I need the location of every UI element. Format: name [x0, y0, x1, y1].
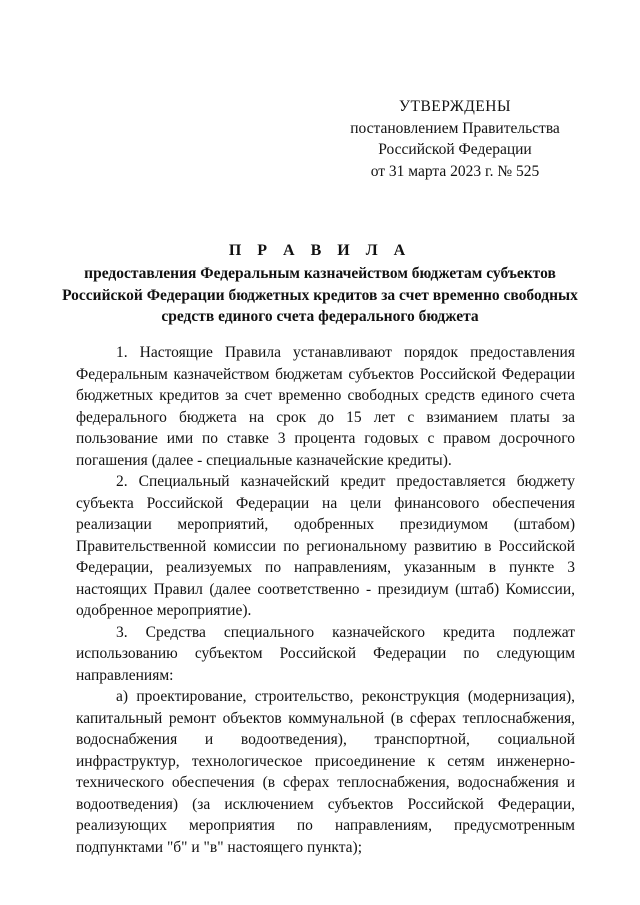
paragraph-3: 3. Средства специального казначейского кредита подлежат использованию субъектом Российской Федерации по следующим направлениям:	[76, 623, 575, 684]
approval-title: УТВЕРЖДЕНЫ	[399, 98, 511, 115]
document-body	[76, 342, 575, 858]
approval-line: постановлением Правительства	[350, 119, 560, 137]
approval-line: Российской Федерации	[378, 141, 532, 158]
approval-stamp	[330, 96, 580, 182]
document-subtitle: предоставления Федеральным казначейством бюджетам субъектов Российской Федерации бюджетных кредитов за счет временно свободных средств единого счета федерального бюджета	[62, 265, 578, 325]
paragraph-2: 2. Специальный казначейский кредит предоставляется бюджету субъекта Российской Федерации на цели финансового обеспечения реализации мероприятий, одобренных президиумом (штабом) Правительственной комиссии по региональному развитию в Российской Федерации, реализуемых по направлениям, указанным в пункте 3 настоящих Правил (далее соответственно - президиум (штаб) Комиссии, одобренное мероприятие).	[76, 473, 575, 619]
paragraph-1: 1. Настоящие Правила устанавливают порядок предоставления Федеральным казначейством бюджетам субъектов Российской Федерации бюджетных кредитов за счет временно свободных средств единого счета федерального бюджета на срок до 15 лет с взиманием платы за пользование ими по ставке 3 процента годовых с правом досрочного погашения (далее - специальные казначейские кредиты).	[76, 344, 575, 469]
approval-date-number: от 31 марта 2023 г. № 525	[370, 162, 540, 180]
paragraph-3a: а) проектирование, строительство, реконструкция (модернизация), капитальный ремонт объектов коммунальной (в сферах теплоснабжения, водоснабжения и водоотведения), транспортной, социальной инфраструктур, технологическое присоединение к сетям инженерно-технического обеспечения (в сферах теплоснабжения, водоснабжения и водоотведения) (за исключением субъектов Российской Федерации, реализующих мероприятия по направлениям, предусмотренным подпунктами "б" и "в" настоящего пункта);	[76, 688, 575, 856]
document-title: П Р А В И Л А	[228, 242, 412, 259]
